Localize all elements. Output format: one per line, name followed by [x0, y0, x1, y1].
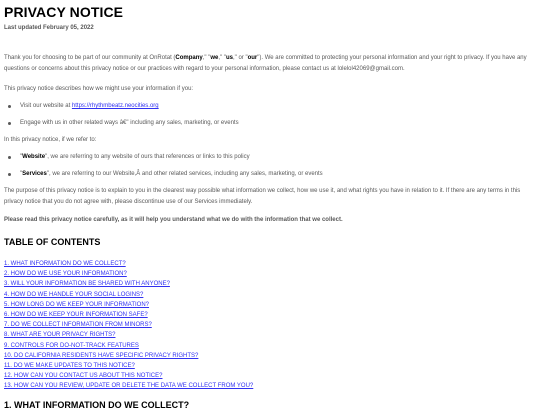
toc-list	[4, 259, 253, 391]
intro-paragraph: Thank you for choosing to be part of our community at OnRotat (Company," "we," "us," or "our"). We are committed to protecting your personal information and your right to privacy. If you have any questions or concerns about this privacy notice or our practices with regard to your personal information, please contact us at lolelol42069@gmail.com.	[4, 55, 527, 72]
toc-link[interactable]: 8. WHAT ARE YOUR PRIVACY RIGHTS?	[4, 332, 116, 339]
website-link[interactable]: https://rhythmbeatz.neocities.org	[71, 103, 159, 109]
toc-link[interactable]: 1. WHAT INFORMATION DO WE COLLECT?	[4, 261, 126, 267]
visit-text: Visit our website at	[20, 103, 72, 109]
services-def-text: , we are referring to our Website,Â and other related services, including any sales, marketing, or events	[48, 171, 323, 177]
toc-link[interactable]: 5. HOW LONG DO WE KEEP YOUR INFORMATION?	[4, 301, 150, 308]
toc-link[interactable]: 2. HOW DO WE USE YOUR INFORMATION?	[4, 271, 127, 278]
page-title: PRIVACY NOTICE	[4, 4, 124, 20]
intro-text-end: ). We are committed to protecting your personal information and your right to privacy. If you have any questions or concerns about this privacy notice or our practices with regard to your personal information, please contact us at lolelol42069@gmail.com.	[4, 55, 527, 72]
read-carefully-text: Please read this privacy notice carefully, as it will help you understand what we do with the information that we collect.	[4, 217, 343, 223]
describes-text: This privacy notice describes how we might use your information if you:	[4, 86, 194, 92]
list-item-visit	[20, 101, 534, 112]
term-us: us	[225, 55, 233, 61]
section-heading: 1. WHAT INFORMATION DO WE COLLECT?	[4, 400, 190, 410]
toc-link[interactable]: 13. HOW CAN YOU REVIEW, UPDATE OR DELETE THE DATA WE COLLECT FROM YOU?	[4, 383, 254, 390]
toc-link[interactable]: 11. DO WE MAKE UPDATES TO THIS NOTICE?	[4, 362, 135, 369]
term-company: Company	[175, 55, 203, 61]
refer-text: In this privacy notice, if we refer to:	[4, 137, 97, 143]
last-updated: Last updated February 05, 2022	[4, 25, 94, 31]
term-services: Services	[22, 171, 47, 177]
toc-heading: TABLE OF CONTENTS	[4, 237, 101, 247]
list-item-services-def: "Services", we are referring to our Website,Â and other related services, including any sales, marketing, or events	[20, 169, 534, 180]
toc-link[interactable]: 9. CONTROLS FOR DO-NOT-TRACK FEATURES	[4, 342, 139, 349]
toc-link[interactable]: 12. HOW CAN YOU CONTACT US ABOUT THIS NOTICE?	[4, 373, 163, 380]
intro-text-start: Thank you for choosing to be part of our community at OnRotat (	[4, 55, 176, 61]
list-item-engage: Engage with us in other related ways â€" including any sales, marketing, or events	[20, 118, 534, 129]
term-our: our	[247, 55, 258, 61]
term-website: Website	[22, 154, 46, 160]
purpose-paragraph: The purpose of this privacy notice is to explain to you in the clearest way possible what information we collect, how we use it, and what rights you have in relation to it. If there are any terms in this privacy notice that you do not agree with, please discontinue use of our Services immediately.	[4, 188, 521, 205]
website-def-text: , we are referring to any website of ours that references or links to this policy	[47, 154, 250, 160]
list-item-website-def: "Website", we are referring to any website of ours that references or links to this policy	[20, 152, 534, 163]
term-we: we	[210, 55, 219, 61]
toc-link[interactable]: 4. HOW DO WE HANDLE YOUR SOCIAL LOGINS?	[4, 291, 144, 298]
toc-link[interactable]: 6. HOW DO WE KEEP YOUR INFORMATION SAFE?	[4, 311, 148, 318]
toc-link[interactable]: 7. DO WE COLLECT INFORMATION FROM MINORS?	[4, 322, 152, 329]
toc-link[interactable]: 3. WILL YOUR INFORMATION BE SHARED WITH ANYONE?	[4, 281, 170, 288]
toc-link[interactable]: 10. DO CALIFORNIA RESIDENTS HAVE SPECIFIC PRIVACY RIGHTS?	[4, 352, 199, 359]
